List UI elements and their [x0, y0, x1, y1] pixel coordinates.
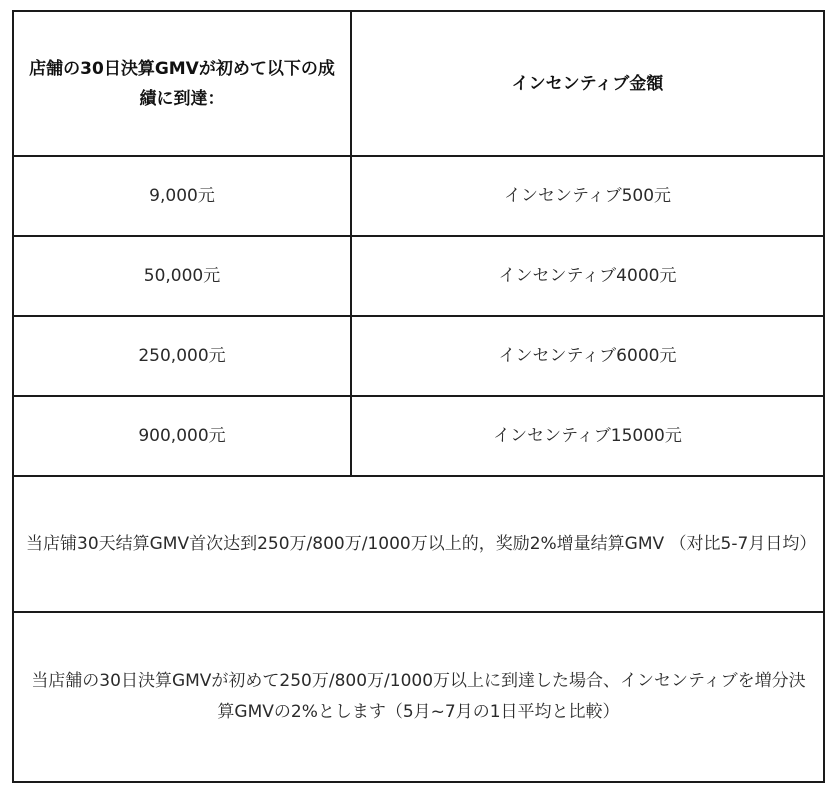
note-row-japanese	[13, 612, 824, 782]
incentive-table	[12, 10, 825, 783]
header-incentive-amount: インセンティブ金額	[351, 11, 824, 156]
incentive-cell: インセンティブ15000元	[351, 396, 824, 476]
table-row	[13, 396, 824, 476]
threshold-cell: 900,000元	[13, 396, 351, 476]
table-row	[13, 156, 824, 236]
incentive-cell: インセンティブ4000元	[351, 236, 824, 316]
table-header-row	[13, 11, 824, 156]
threshold-cell: 250,000元	[13, 316, 351, 396]
table-row	[13, 316, 824, 396]
note-japanese-text: 当店舗の30日決算GMVが初めて250万/800万/1000万以上に到達した場合、インセンティブを増分決算GMVの2%とします（5月~7月の1日平均と比較）	[13, 612, 824, 782]
note-chinese-text: 当店铺30天结算GMV首次达到250万/800万/1000万以上的，奖励2%增量结算GMV （对比5-7月日均）	[13, 476, 824, 612]
incentive-cell: インセンティブ6000元	[351, 316, 824, 396]
threshold-cell: 50,000元	[13, 236, 351, 316]
table-row	[13, 236, 824, 316]
header-gmv-threshold: 店舗の30日決算GMVが初めて以下の成績に到達：	[13, 11, 351, 156]
incentive-cell: インセンティブ500元	[351, 156, 824, 236]
note-row-chinese	[13, 476, 824, 612]
threshold-cell: 9,000元	[13, 156, 351, 236]
